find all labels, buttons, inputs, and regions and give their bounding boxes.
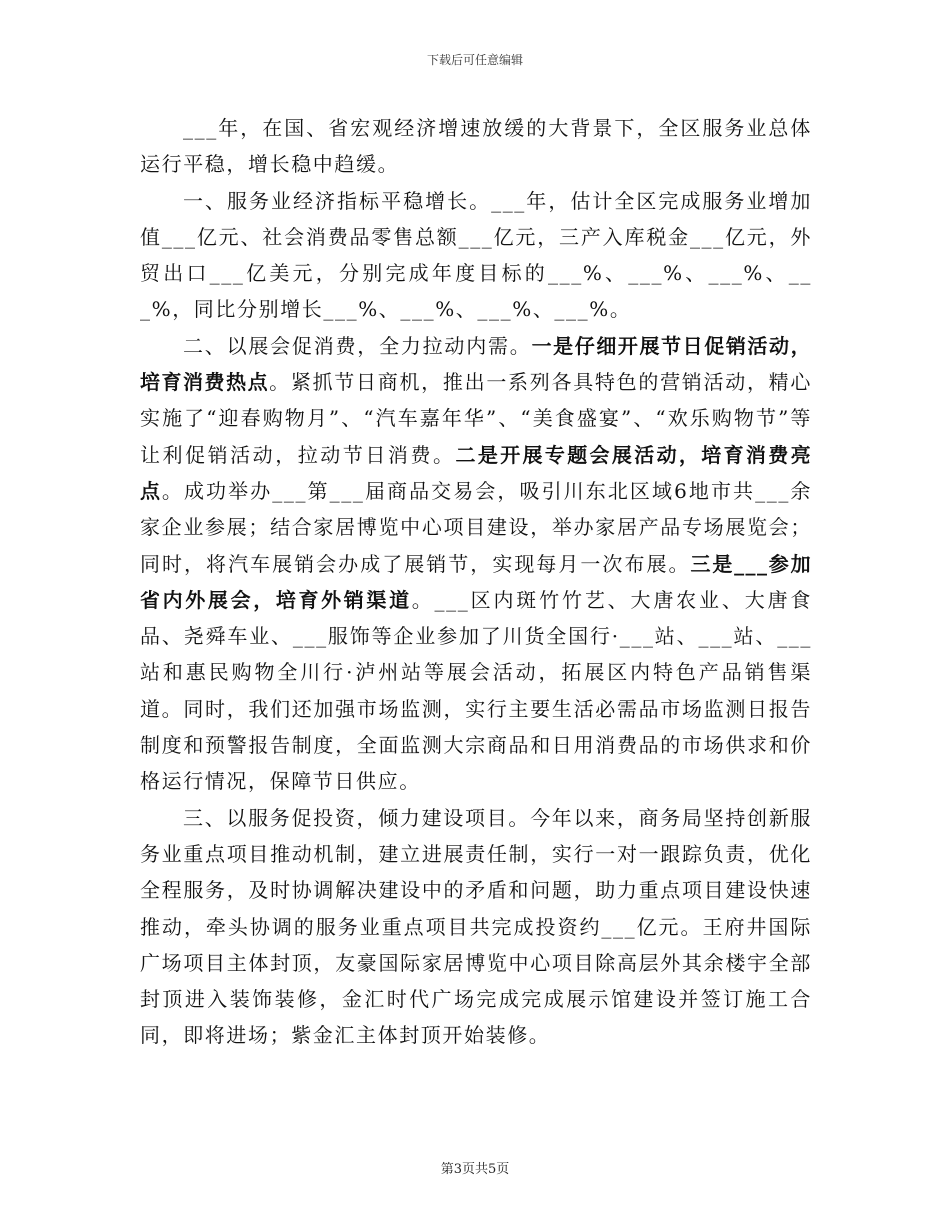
paragraph-section-2 — [140, 328, 812, 800]
paragraph-text: 二、以展会促消费，全力拉动内需。 — [183, 333, 532, 358]
paragraph-intro — [140, 110, 812, 183]
page-header-note: 下载后可任意编辑 — [426, 53, 523, 67]
bold-highlight: 三是___参加省内外展会，培育外销渠道 — [140, 551, 812, 612]
bold-highlight: 二是开展专题会展活动，培育消费亮点 — [140, 442, 812, 503]
paragraph-section-3 — [140, 800, 812, 1054]
paragraph-text: ___年，在国、省宏观经济增速放缓的大背景下，全区服务业总体运行平稳，增长稳中趋缓。 — [140, 116, 812, 177]
paragraph-text: 。紧抓节日商机，推出一系列各具特色的营销活动，精心实施了“迎春购物月”、“汽车嘉年华”、“美食盛宴”、“欢乐购物节”等让利促销活动，拉动节日消费。 — [140, 370, 812, 467]
paragraph-text: 三、以服务促投资，倾力建设项目。今年以来，商务局坚持创新服务业重点项目推动机制，建立进展责任制，实行一对一跟踪负责，优化全程服务，及时协调解决建设中的矛盾和问题，助力重点项目建设快速推动，牵头协调的服务业重点项目共完成投资约___亿元。王府井国际广场项目主体封顶，友豪国际家居博览中心项目除高层外其余楼宇全部封顶进入装饰装修，金汇时代广场完成完成展示馆建设并签订施工合同，即将进场；紫金汇主体封顶开始装修。 — [140, 805, 812, 1048]
paragraph-text: 。成功举办___第___届商品交易会，吸引川东北区域6地市共___余家企业参展；结合家居博览中心项目建设，举办家居产品专场展览会；同时，将汽车展销会办成了展销节，实现每月一次布展。 — [140, 478, 813, 576]
document-body — [140, 110, 812, 1054]
paragraph-section-1 — [140, 183, 812, 328]
page-number: 第3页共5页 — [440, 1162, 510, 1177]
paragraph-text: 一、服务业经济指标平稳增长。___年，估计全区完成服务业增加值___亿元、社会消费品零售总额___亿元，三产入库税金___亿元，外贸出口___亿美元，分别完成年度目标的___%、___%、___%、___%，同比分别增长___%、___%、___%、___%。 — [140, 188, 812, 322]
bold-highlight: 一是仔细开展节日促销活动，培育消费热点 — [140, 333, 813, 395]
paragraph-text: 。___区内斑竹竹艺、大唐农业、大唐食品、尧舜车业、___服饰等企业参加了川货全国行·___站、___站、___站和惠民购物全川行·泸州站等展会活动，拓展区内特色产品销售渠道。同时，我们还加强市场监测，实行主要生活必需品市场监测日报告制度和预警报告制度，全面监测大宗商品和日用消费品的市场供求和价格运行情况，保障节日供应。 — [140, 587, 812, 794]
